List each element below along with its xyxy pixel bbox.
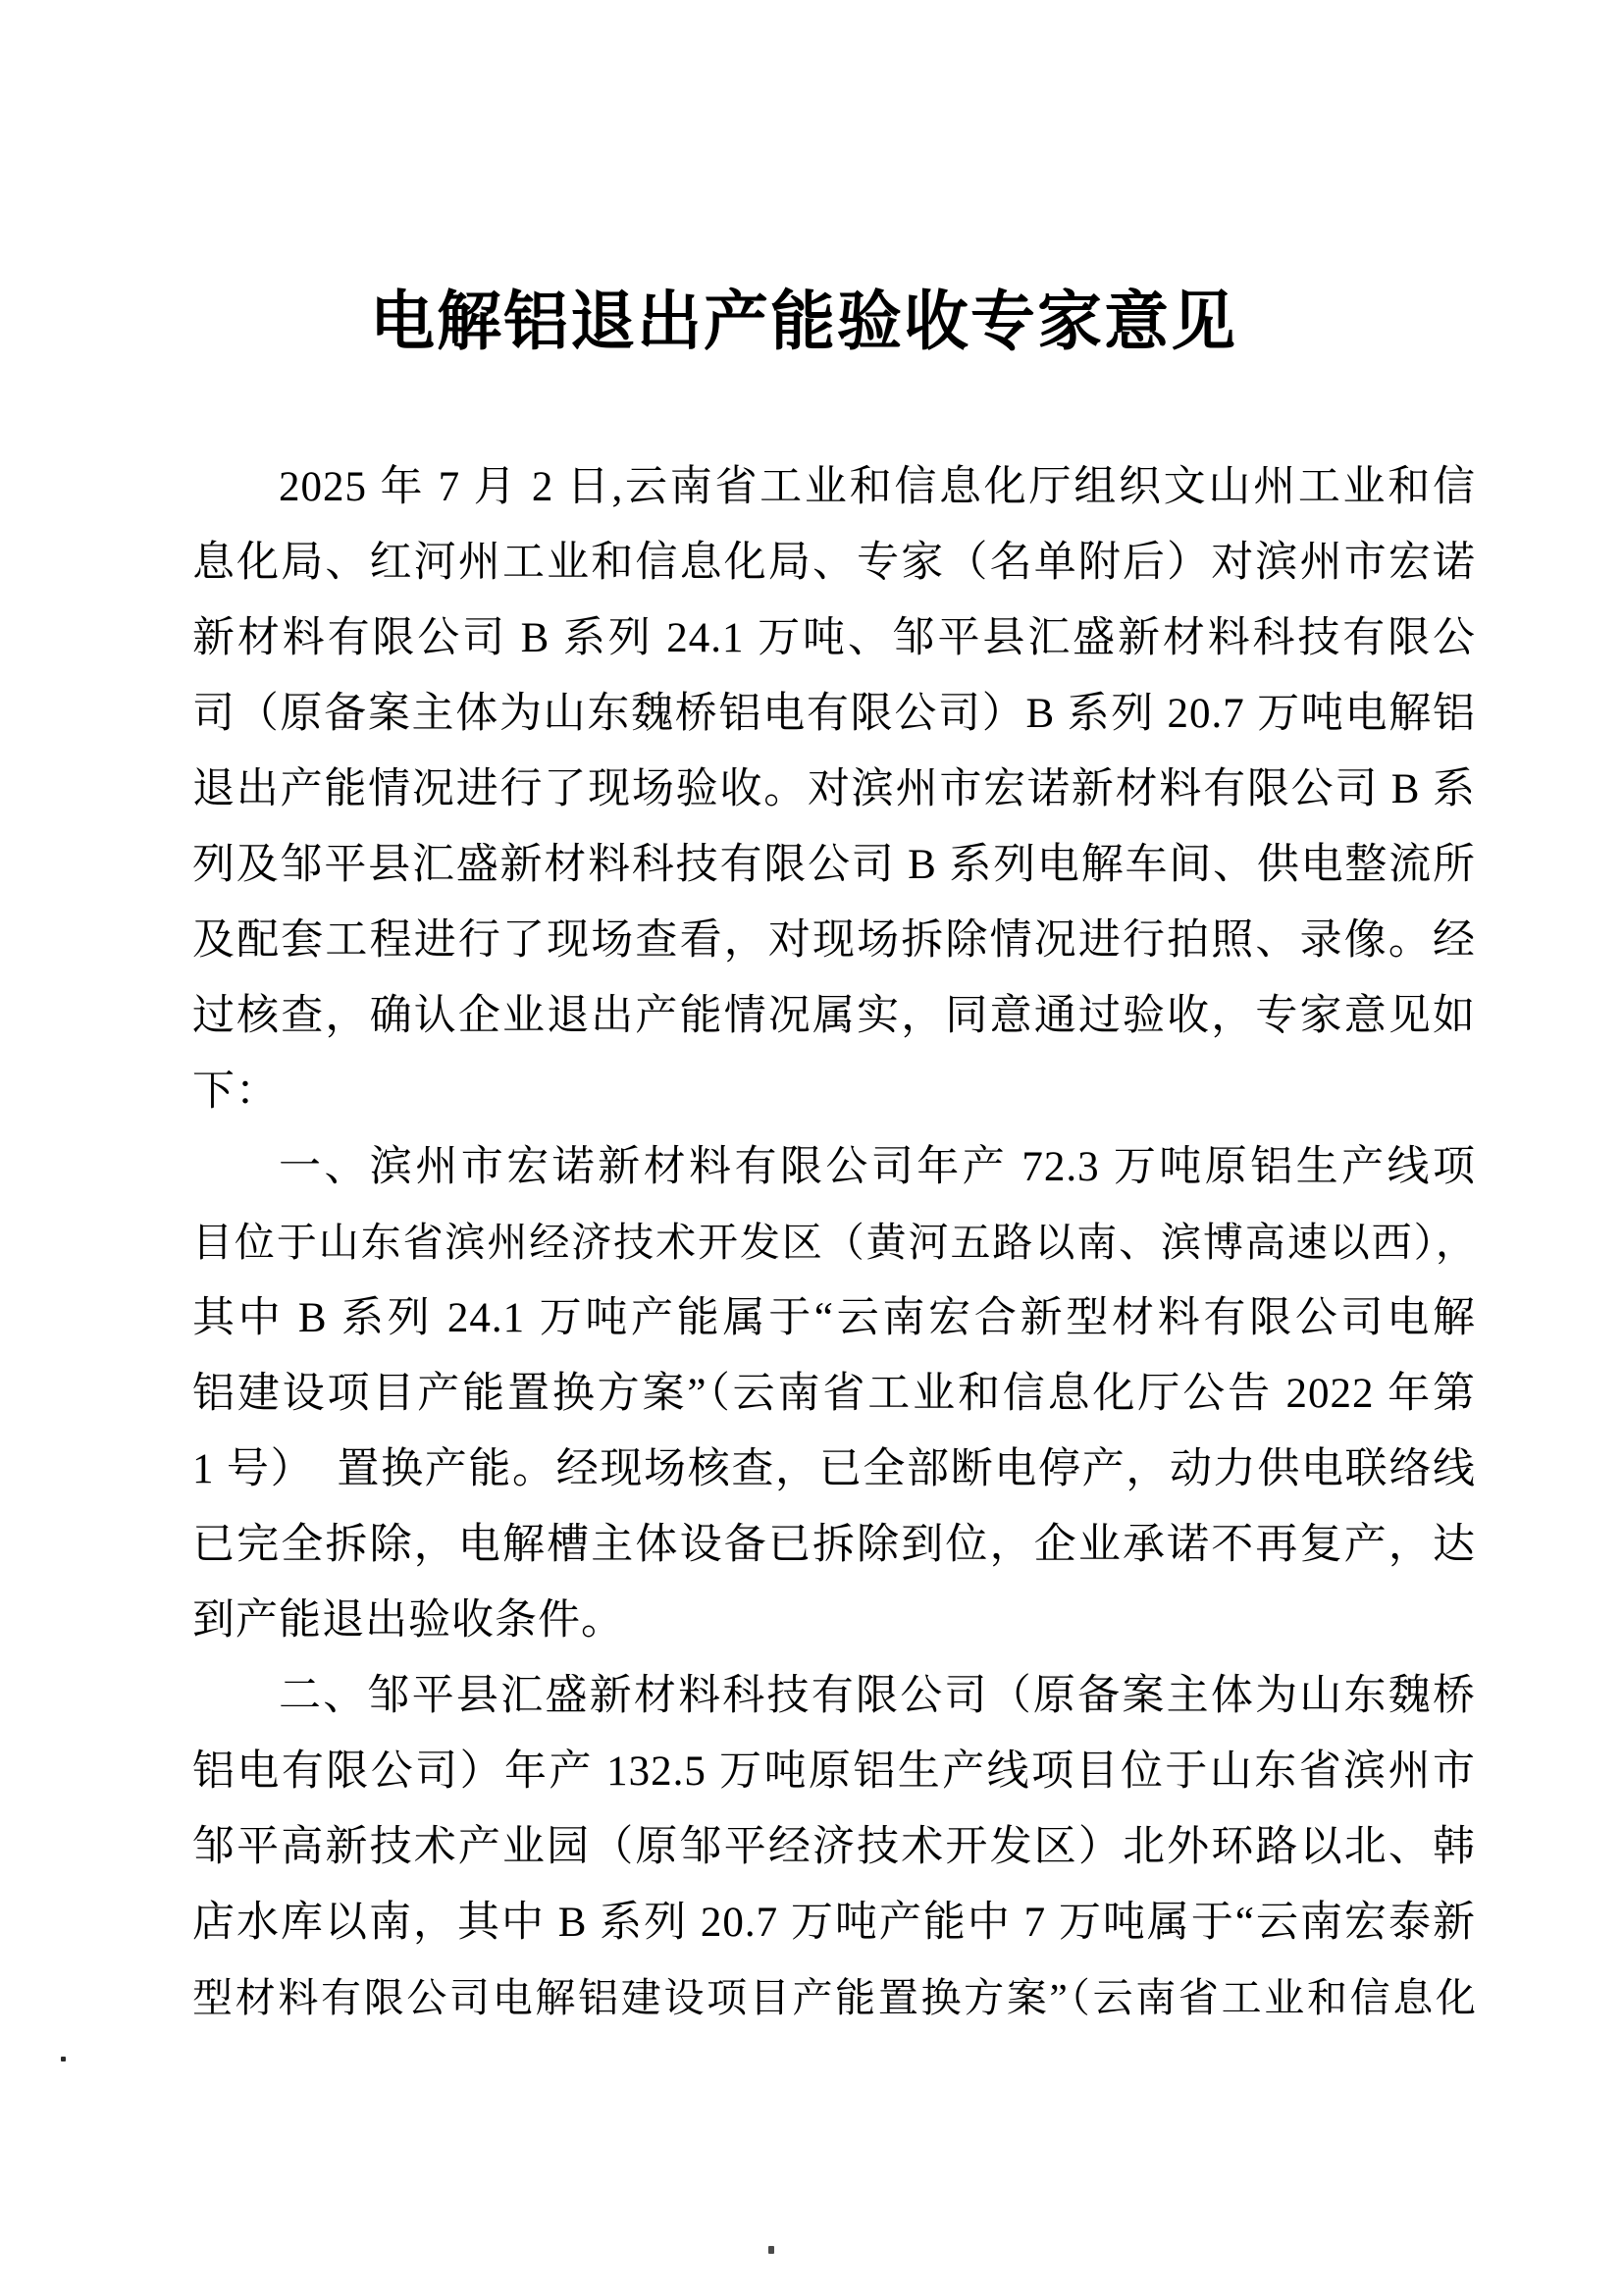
body-line-17: 二、邹平县汇盛新材料科技有限公司（原备案主体为山东魏桥 — [279, 1673, 1476, 1719]
body-line-2: 息化局、红河州工业和信息化局、专家（名单附后）对滨州市宏诺 — [192, 540, 1476, 586]
body-line-19: 邹平高新技术产业园（原邹平经济技术开发区）北外环路以北、韩 — [192, 1824, 1476, 1870]
scan-speck-icon — [768, 2246, 774, 2254]
body-line-14: 1 号） 置换产能。经现场核查，已全部断电停产，动力供电联络线 — [192, 1446, 1476, 1492]
body-line-5: 退出产能情况进行了现场验收。对滨州市宏诺新材料有限公司 B 系 — [192, 766, 1476, 812]
body-line-3: 新材料有限公司 B 系列 24.1 万吨、邹平县汇盛新材料科技有限公 — [192, 615, 1476, 661]
body-line-6: 列及邹平县汇盛新材料科技有限公司 B 系列电解车间、供电整流所 — [192, 842, 1476, 888]
body-line-10: 一、滨州市宏诺新材料有限公司年产 72.3 万吨原铝生产线项 — [279, 1144, 1476, 1190]
body-line-18: 铝电有限公司）年产 132.5 万吨原铝生产线项目位于山东省滨州市 — [192, 1748, 1476, 1795]
scan-speck-icon — [61, 2057, 66, 2061]
body-line-13: 铝建设项目产能置换方案”（云南省工业和信息化厅公告 2022 年第 — [192, 1371, 1476, 1417]
body-line-20: 店水库以南，其中 B 系列 20.7 万吨产能中 7 万吨属于“云南宏泰新 — [192, 1900, 1476, 1946]
body-line-8: 过核查，确认企业退出产能情况属实，同意通过验收，专家意见如 — [192, 993, 1476, 1039]
body-line-21: 型材料有限公司电解铝建设项目产能置换方案”（云南省工业和信息化 — [192, 1975, 1476, 2020]
document-body — [192, 449, 1476, 2036]
body-line-12: 其中 B 系列 24.1 万吨产能属于“云南宏合新型材料有限公司电解 — [192, 1295, 1476, 1341]
body-line-4: 司（原备案主体为山东魏桥铝电有限公司）B 系列 20.7 万吨电解铝 — [192, 691, 1476, 737]
body-line-11: 目位于山东省滨州经济技术开发区（黄河五路以南、滨博高速以西）， — [192, 1220, 1476, 1265]
document-title: 电解铝退出产能验收专家意见 — [370, 287, 1237, 358]
body-line-16: 到产能退出验收条件。 — [192, 1597, 624, 1644]
body-line-7: 及配套工程进行了现场查看，对现场拆除情况进行拍照、录像。经 — [192, 917, 1476, 964]
body-line-9: 下： — [192, 1069, 279, 1115]
body-line-1: 2025 年 7 月 2 日,云南省工业和信息化厅组织文山州工业和信 — [279, 464, 1476, 510]
body-line-15: 已完全拆除，电解槽主体设备已拆除到位，企业承诺不再复产，达 — [192, 1522, 1476, 1568]
